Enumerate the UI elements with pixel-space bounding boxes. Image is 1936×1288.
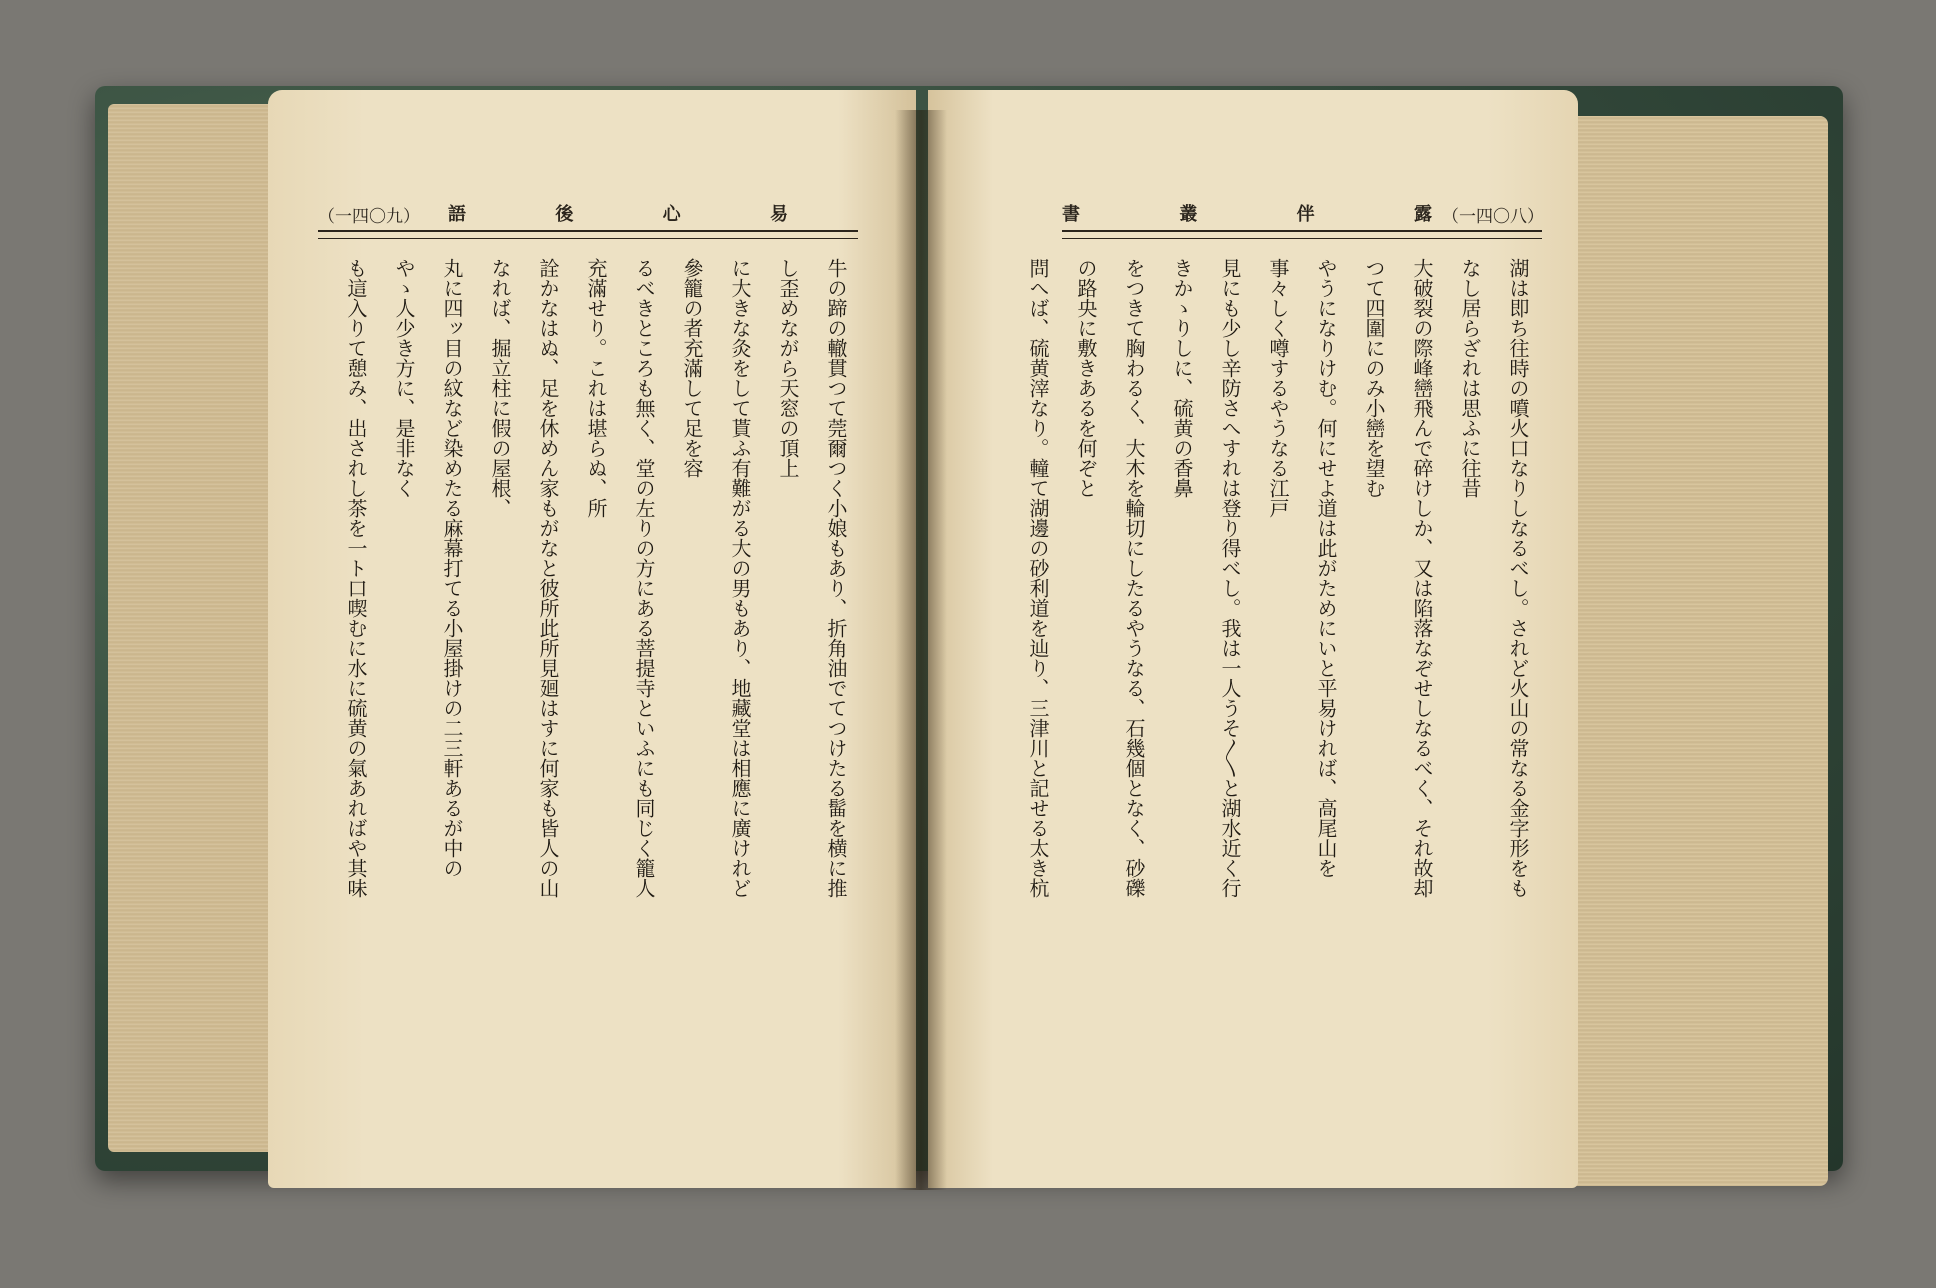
text-line: 問へば、硫黄滓なり。䡴て湖邊の砂利道を辿り、三津川と記せる太き杭 bbox=[1026, 258, 1050, 898]
title-char: 書 bbox=[1062, 204, 1080, 225]
right-running-title bbox=[1062, 196, 1432, 230]
text-line: に大きな灸をして貰ふ有難がる大の男もあり、地藏堂は相應に廣けれど參籠の者充滿して足を容 bbox=[680, 258, 752, 898]
text-line: るべきところも無く、堂の左りの方にある菩提寺といふにも同じく籠人充滿せり。これは堪らぬ、所 bbox=[584, 258, 656, 898]
header-rule bbox=[1062, 230, 1542, 239]
page-block-left bbox=[108, 104, 278, 1152]
text-line: も這入りて憩み、出されし茶を一ト口喫むに水に硫黄の氣あればや其味 bbox=[344, 258, 368, 898]
title-char: 語 bbox=[448, 204, 466, 225]
title-char: 易 bbox=[769, 204, 788, 225]
right-page-header bbox=[1062, 196, 1542, 230]
left-page-body bbox=[335, 258, 860, 908]
right-page-body bbox=[1022, 258, 1542, 908]
right-page-number: （一四〇八） bbox=[1442, 207, 1544, 227]
text-line: 大破裂の際峰巒飛んで碎けしか、又は陷落なぞせしなるべく、それ故却つて四圍にのみ小巒を望む bbox=[1362, 258, 1434, 898]
left-page-number: （一四〇九） bbox=[318, 207, 420, 227]
header-rule bbox=[318, 230, 858, 239]
text-line: 丸に四ッ目の紋など染めたる麻幕打てる小屋掛けの二三軒あるが中のやゝ人少き方に、是非なく bbox=[392, 258, 464, 878]
title-char: 露 bbox=[1413, 204, 1432, 225]
title-char: 叢 bbox=[1179, 204, 1198, 225]
title-char: 伴 bbox=[1296, 204, 1315, 225]
text-line: 牛の蹄の轍貫つて莞爾つく小娘もあり、折角油でてつけたる髷を横に推し歪めながら天窓の頂上 bbox=[776, 258, 848, 898]
text-line: 湖は即ち往時の噴火口なりしなるべし。されど火山の常なる金字形をもなし居らざれは思ふに往昔 bbox=[1458, 258, 1530, 898]
text-line: 詮かなはぬ、足を休めん家もがなと彼所此所見廻はすに何家も皆人の山なれば、掘立柱に假の屋根、 bbox=[488, 258, 560, 898]
left-page-header bbox=[318, 196, 858, 230]
text-line: やうになりけむ。何にせよ道は此がためにいと平易ければ、高尾山を事々しく噂するやうなる江戸 bbox=[1266, 258, 1338, 878]
title-char: 後 bbox=[555, 204, 574, 225]
text-line: をつきて胸わるく、大木を輪切にしたるやうなる、石幾個となく、砂礫の路央に敷きあるを何ぞと bbox=[1074, 258, 1146, 898]
text-line: 見にも少し辛防さへすれは登り得べし。我は一人うそ〳〵と湖水近く行きかゝりしに、硫黄の香鼻 bbox=[1170, 258, 1242, 898]
page-block-right bbox=[1568, 116, 1828, 1186]
left-running-title bbox=[448, 196, 788, 230]
spine-gutter bbox=[895, 110, 947, 1190]
title-char: 心 bbox=[662, 204, 681, 225]
